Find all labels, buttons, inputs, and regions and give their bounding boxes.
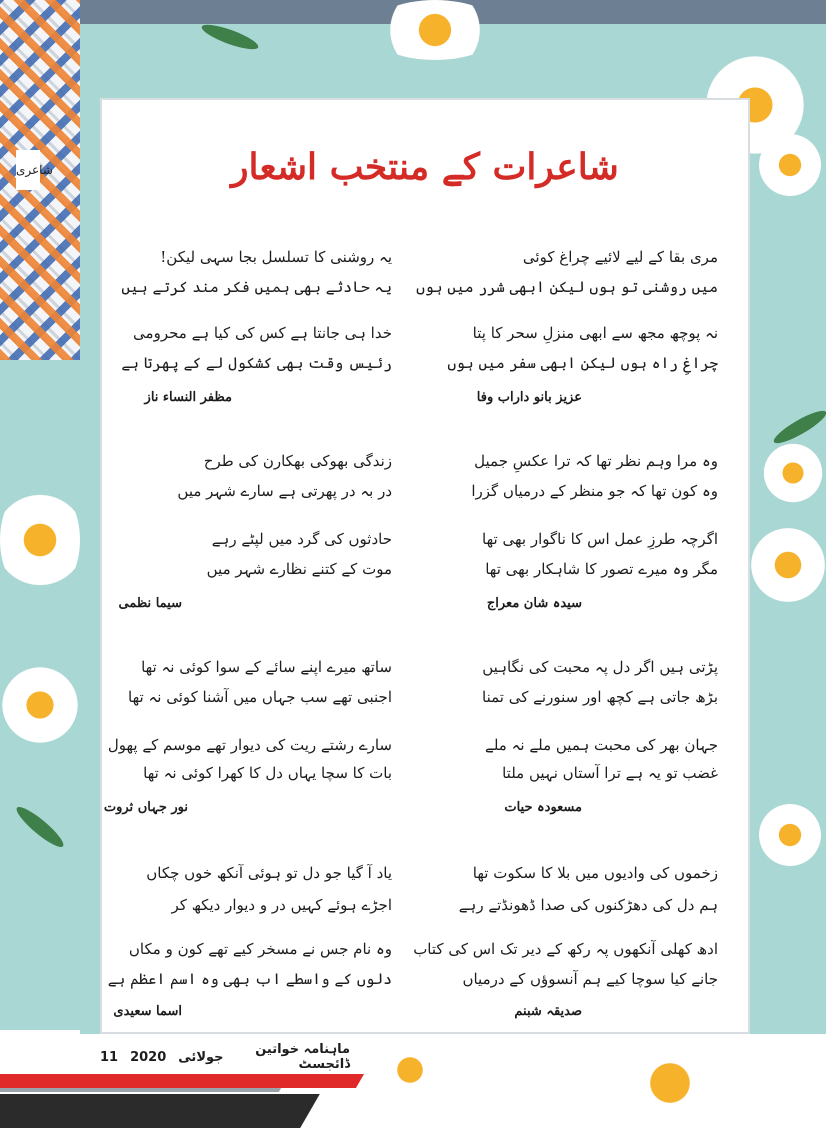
verse-line: در بہ در پھرتی ہے سارے شہر میں — [177, 482, 392, 500]
verse-line: وہ کون تھا کہ جو منظر کے درمیاں گزرا — [471, 482, 718, 500]
poet-name: مظفر النساء ناز — [144, 390, 232, 405]
verse-line: بڑھ جاتی ہے کچھ اور سنورنے کی تمنا — [482, 688, 718, 706]
verse-line: خدا ہی جانتا ہے کس کی کیا ہے محرومی — [133, 324, 392, 342]
verse-line: یہ روشنی کا تسلسل بجا سہی لیکن! — [160, 248, 392, 266]
verse-line: اگرچہ طرزِ عمل اس کا ناگوار بھی تھا — [482, 530, 718, 548]
poet-name: عزیز بانو داراب وفا — [476, 390, 582, 405]
daisy-decoration — [0, 480, 80, 600]
footer-stripes — [0, 1040, 826, 1136]
verse-line: اجنبی تھے سب جہاں میں آشنا کوئی نہ تھا — [128, 688, 392, 706]
poet-name: نور جہاں ثروت — [103, 800, 188, 815]
verse-line: یہ حادثے بھی ہمیں فکر مند کرتے ہیں — [121, 278, 392, 296]
verse-line: ساتھ میرے اپنے سائے کے سوا کوئی نہ تھا — [141, 658, 392, 676]
verse-line: غضب تو یہ ہے ترا آستاں نہیں ملتا — [502, 764, 718, 782]
poet-name: صدیقہ شبنم — [514, 1004, 582, 1019]
decorative-weave — [0, 0, 80, 360]
verse-line: وہ نام جس نے مسخر کیے تھے کون و مکاں — [128, 940, 392, 958]
verse-line: نہ پوچھ مجھ سے ابھی منزلِ سحر کا پتا — [472, 324, 718, 342]
daisy-decoration — [760, 440, 826, 506]
footer-stripe-dark — [0, 1094, 320, 1128]
daisy-decoration — [750, 520, 826, 610]
page-title: شاعرات کے منتخب اشعار — [231, 146, 619, 188]
daisy-decoration — [755, 130, 825, 200]
verse-line: یاد آ گیا جو دل تو ہوئی آنکھ خوں چکاں — [146, 864, 392, 882]
verse-line: زندگی بھوکی بھکارن کی طرح — [203, 452, 392, 470]
verse-line: اجڑے ہوئے کہیں در و دیوار دیکھ کر — [171, 896, 392, 914]
verse-line: جانے کیا سوچا کیے ہم آنسوؤں کے درمیاں — [462, 970, 718, 988]
verse-line: پڑتی ہیں اگر دل پہ محبت کی نگاہیں — [482, 658, 718, 676]
poet-name: سیما نظمی — [118, 596, 182, 611]
verse-line: حادثوں کی گرد میں لپٹے رہے — [211, 530, 392, 548]
verse-line: سارے رشتے ریت کی دیوار تھے موسم کے پھول — [107, 736, 392, 754]
poet-name: سیدہ شان معراج — [486, 596, 582, 611]
daisy-decoration — [370, 0, 500, 60]
verse-line: ہم دل کی دھڑکنوں کی صدا ڈھونڈتے رہے — [458, 896, 718, 914]
verse-line: مگر وہ میرے تصور کا شاہکار بھی تھا — [485, 560, 718, 578]
magazine-name: ماہنامہ خواتین ڈائجسٹ — [255, 1042, 350, 1072]
verse-line: موت کے کتنے نظارے شہر میں — [206, 560, 392, 578]
daisy-decoration — [755, 800, 825, 870]
poetry-panel — [100, 98, 750, 1034]
poet-name: مسعودہ حیات — [504, 800, 582, 815]
verse-line: دلوں کے واسطے اب بھی وہ اسم اعظم ہے — [107, 970, 392, 988]
poet-name: اسما سعیدی — [113, 1004, 182, 1019]
issue-year: 2020 — [130, 1049, 167, 1065]
verse-line: رئیس وقت بھی کشکول لے کے پھرتا ہے — [121, 354, 392, 372]
footer-stripe-light — [0, 1088, 281, 1092]
verse-line: میں روشنی تو ہوں لیکن ابھی شرر میں ہوں — [416, 278, 718, 296]
daisy-decoration — [0, 660, 80, 750]
verse-line: بات کا سچا یہاں دل کا کھرا کوئی نہ تھا — [143, 764, 392, 782]
footer-stripe-red — [0, 1074, 364, 1088]
verse-line: زخموں کی وادیوں میں بلا کا سکوت تھا — [472, 864, 718, 882]
verse-line: جہان بھر کی محبت ہمیں ملے نہ ملے — [485, 736, 718, 754]
page-number: 11 — [100, 1049, 119, 1065]
verse-line: چراغِ راہ ہوں لیکن ابھی سفر میں ہوں — [447, 354, 718, 372]
verse-line: وہ مرا وہم نظر تھا کہ ترا عکسِ جمیل — [474, 452, 718, 470]
verse-line: ادھ کھلی آنکھوں پہ رکھ کے دیر تک اس کی کتاب — [413, 940, 718, 958]
verse-line: مری بقا کے لیے لائیے چراغ کوئی — [522, 248, 718, 266]
side-label: شاعری — [16, 150, 40, 190]
issue-month: جولائی — [178, 1049, 224, 1065]
